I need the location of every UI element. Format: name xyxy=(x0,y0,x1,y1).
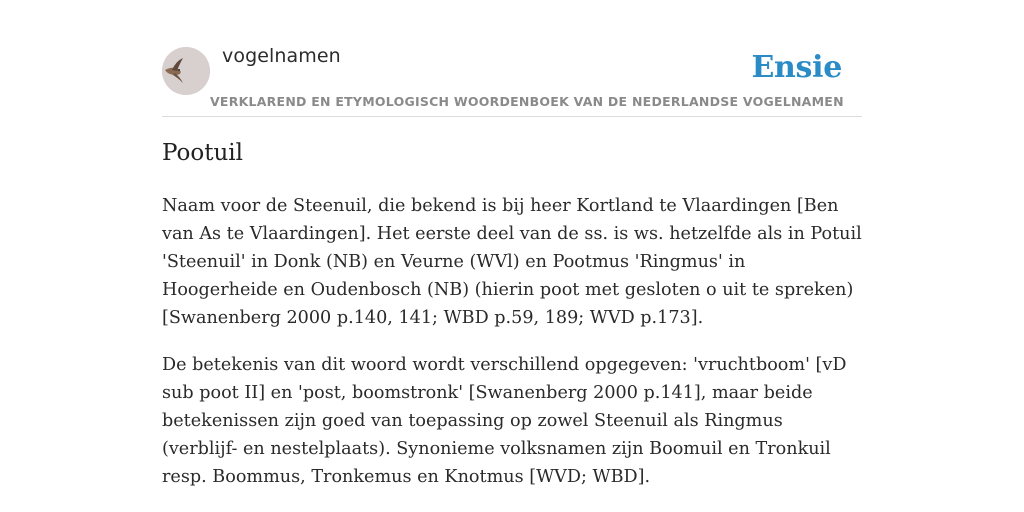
site-subtitle: VERKLAREND EN ETYMOLOGISCH WOORDENBOEK VAN DE NEDERLANDSE VOGELNAMEN xyxy=(210,94,844,109)
site-header xyxy=(162,0,862,117)
site-name[interactable]: vogelnamen xyxy=(222,45,341,67)
entry-paragraph: De betekenis van dit woord wordt verschillend opgegeven: 'vruchtboom' [vD sub poot II] en 'post, boomstronk' [Swanenberg 2000 p.141], maar beide betekenissen zijn goed van toepassing op zowel Steenuil als Ringmus (verblijf- en nestelplaats). Synonieme volksnamen zijn Boomuil en Tronkuil resp. Boommus, Tronkemus en Knotmus [WVD; WBD]. xyxy=(162,355,847,487)
entry-paragraph: Naam voor de Steenuil, die bekend is bij heer Kortland te Vlaardingen [Ben van As te Vlaardingen]. Het eerste deel van de ss. is ws. hetzelfde als in Potuil 'Steenuil' in Donk (NB) en Veurne (WVl) en Pootmus 'Ringmus' in Hoogerheide en Oudenbosch (NB) (hierin poot met gesloten o uit te spreken) [Swanenberg 2000 p.140, 141; WBD p.59, 189; WVD p.173]. xyxy=(162,196,862,328)
bird-photo-icon xyxy=(162,47,210,95)
entry-content xyxy=(162,192,862,510)
avatar[interactable] xyxy=(162,47,210,95)
entry-title: Pootuil xyxy=(162,140,244,166)
brand-logo[interactable]: Ensie xyxy=(751,50,842,85)
